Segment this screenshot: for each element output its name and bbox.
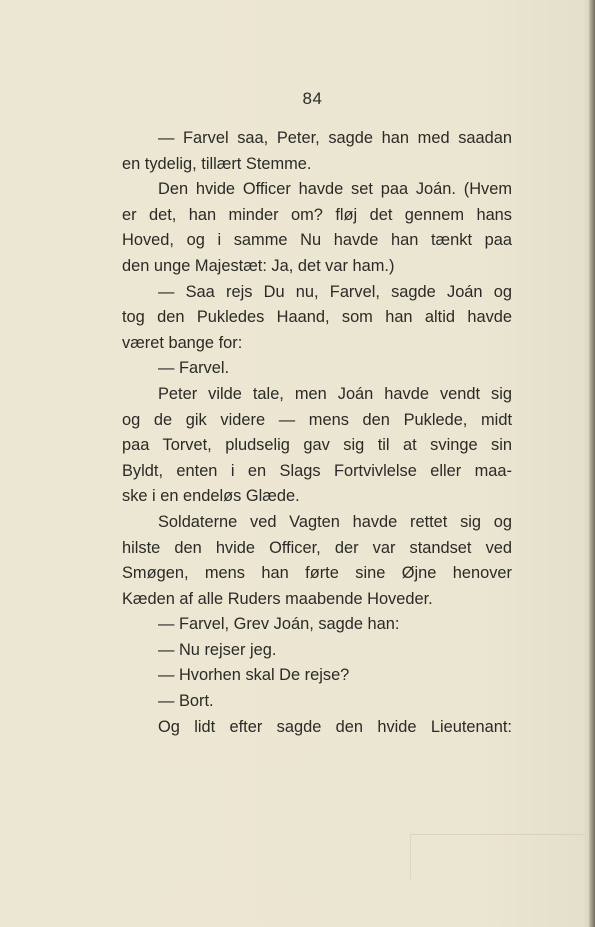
text-line: og de gik videre — mens den Puklede, midt — [122, 410, 512, 429]
text-line: er det, han minder om? fløj det gennem hans — [122, 205, 512, 224]
text-line: en tydelig, tillært Stemme. — [122, 154, 312, 173]
text-line: — Hvorhen skal De rejse? — [158, 666, 350, 685]
text-line: — Farvel, Grev Joán, sagde han: — [158, 615, 400, 634]
paper-fold-mark — [410, 834, 586, 879]
text-line: — Nu rejser jeg. — [158, 640, 277, 659]
text-line: — Bort. — [158, 692, 214, 711]
text-line: Den hvide Officer havde set paa Joán. (Hvem — [158, 180, 512, 199]
text-line: paa Torvet, pludselig gav sig til at svinge sin — [122, 436, 512, 455]
text-line: — Farvel saa, Peter, sagde han med saadan — [158, 129, 512, 147]
text-line: Smøgen, mens han førte sine Øjne henover — [122, 564, 512, 583]
text-line: Kæden af alle Ruders maabende Hoveder. — [122, 589, 433, 608]
text-line: — Farvel. — [158, 359, 230, 378]
page-number: 84 — [302, 89, 323, 108]
text-line: hilste den hvide Officer, der var standset ved — [122, 538, 512, 557]
text-line: Byldt, enten i en Slags Fortvivlelse eller maa- — [122, 461, 512, 480]
text-line: Og lidt efter sagde den hvide Lieutenant: — [158, 717, 512, 736]
text-line: den unge Majestæt: Ja, det var ham.) — [122, 256, 395, 275]
text-line: ske i en endeløs Glæde. — [122, 487, 300, 506]
text-line: — Saa rejs Du nu, Farvel, sagde Joán og — [158, 282, 512, 301]
text-line: Hoved, og i samme Nu havde han tænkt paa — [122, 231, 512, 250]
text-line: tog den Pukledes Haand, som han altid havde — [122, 308, 512, 327]
body-text — [122, 126, 512, 740]
text-line: været bange for: — [122, 333, 243, 352]
page-edge-shadow — [589, 0, 595, 927]
text-line: Soldaterne ved Vagten havde rettet sig og — [158, 512, 512, 531]
text-line: Peter vilde tale, men Joán havde vendt sig — [158, 384, 512, 403]
